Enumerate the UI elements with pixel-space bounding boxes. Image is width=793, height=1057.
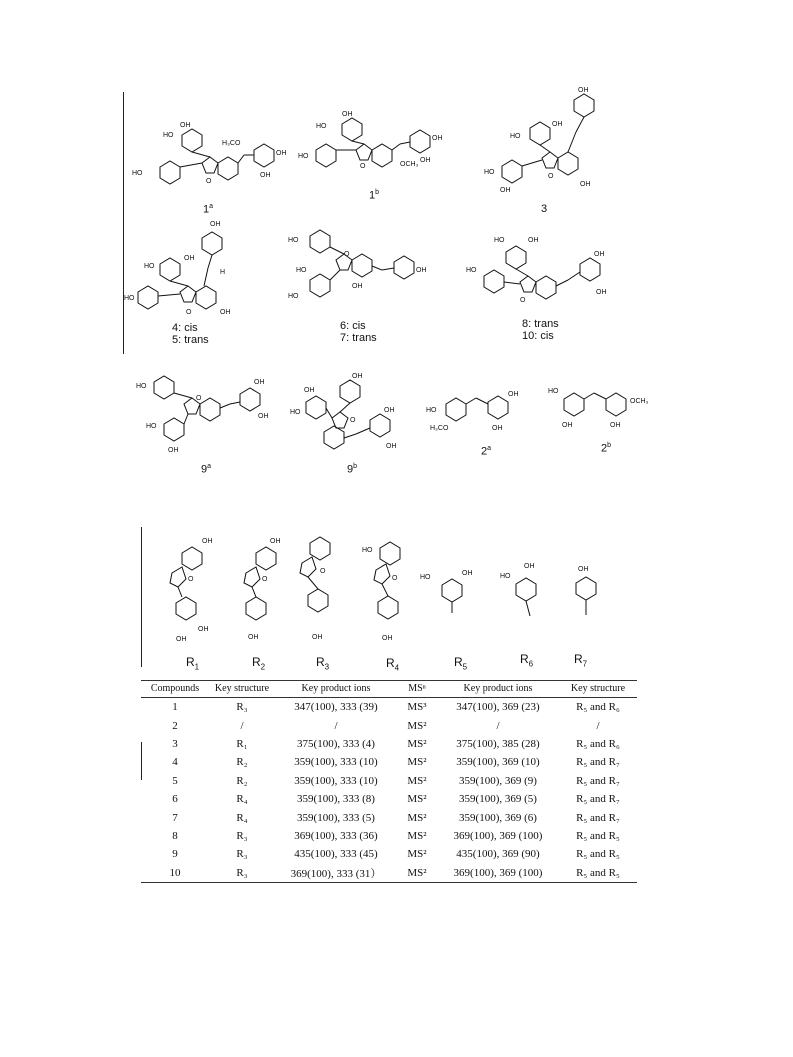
table-cell: / [596, 719, 600, 732]
table-row [141, 864, 637, 883]
compound-9a-oh-top: OH [254, 379, 265, 386]
compound-1b-oh-top: OH [342, 111, 353, 118]
compound-2b-drawing [548, 383, 688, 443]
table-cell: 10 [141, 864, 209, 883]
r5-ho: HO [420, 574, 431, 581]
r3-drawing [296, 533, 356, 653]
table-cell: R₅ and R₅ [559, 864, 637, 883]
compound-3-oh-right: OH [580, 181, 591, 188]
table-cell: 359(100), 333 (10) [294, 756, 378, 769]
compound-1b-ho-mid: HO [316, 123, 327, 130]
table-cell: 3 [172, 737, 178, 750]
structure-r3 [296, 533, 356, 658]
table-cell: R₅ and R₇ [576, 774, 620, 787]
compound-3-o: O [548, 173, 554, 180]
compound-9b-ho: HO [290, 409, 301, 416]
r-label-5: $R_5$ [454, 655, 468, 672]
compound-1a-oh-bottom: OH [260, 172, 271, 179]
table-cell: R₄ [236, 811, 248, 824]
label-compound-2b: 2$^b$ [600, 442, 612, 455]
table-cell: MS² [407, 737, 427, 750]
compound-6-7-oh-right: OH [416, 267, 427, 274]
r-label-7: $R_7$ [574, 652, 588, 669]
table-cell: 369(100), 369 (100) [437, 864, 559, 883]
r4-drawing [352, 538, 422, 653]
compound-6-7-ho-top: HO [288, 237, 299, 244]
table-row [141, 772, 637, 790]
compound-8-10-oh-right-bottom: OH [596, 289, 607, 296]
structure-compound-1a [130, 115, 290, 200]
label-compound-9a: 9$^a$ [200, 463, 212, 476]
compound-3-oh-bottom: OH [500, 187, 511, 194]
compound-9b-drawing [288, 374, 408, 458]
compound-8-10-drawing [466, 234, 626, 318]
structure-compound-9b [288, 374, 408, 463]
structure-compound-8-10 [466, 234, 626, 323]
compound-2b-ho: HO [548, 388, 559, 395]
table-cell: 435(100), 369 (90) [456, 848, 540, 861]
table-cell: R₂ [236, 756, 248, 769]
table-cell: R₅ and R₅ [576, 829, 620, 842]
structure-compound-6-7 [286, 228, 446, 323]
table-cell: 359(100), 369 (9) [459, 774, 537, 787]
structure-compound-4-5 [124, 216, 254, 325]
compound-1a-oh-right: OH [276, 150, 287, 157]
table-cell: R₄ [236, 793, 248, 806]
label-compound-1b: 1$^b$ [368, 189, 380, 202]
compound-3-drawing [480, 86, 630, 206]
r5-drawing [418, 565, 488, 635]
compound-2a-drawing [426, 388, 546, 448]
table-cell: MS² [397, 864, 437, 883]
table-cell: 7 [172, 811, 178, 824]
table-row [141, 790, 637, 808]
table-cell: 359(100), 333 (8) [297, 793, 375, 806]
compound-1b-oh-right: OH [432, 135, 443, 142]
structure-compound-9a [136, 372, 276, 467]
compound-8-10-oh-top: OH [528, 237, 539, 244]
table-left-rule [141, 527, 142, 667]
compound-4-5-h: H [220, 269, 226, 276]
structure-r2 [232, 533, 292, 658]
r6-oh: OH [524, 563, 535, 570]
compound-9b-oh-right-bottom: OH [386, 443, 397, 450]
table-cell: / [240, 719, 244, 732]
table-cell: 5 [172, 774, 178, 787]
table-cell: R₁ [236, 737, 248, 750]
label-compound-6-7: 6: cis 7: trans [340, 320, 377, 344]
compound-8-10-ho-top: HO [494, 237, 505, 244]
header-msn: MSⁿ [397, 681, 437, 698]
compound-9b-o: O [350, 417, 356, 424]
r2-o: O [262, 576, 268, 583]
table-cell: 359(100), 369 (10) [456, 756, 540, 769]
label-compound-1a: 1$^a$ [202, 203, 214, 216]
compound-4-5-ho: HO [124, 295, 135, 302]
compound-4-5-ho-mid: HO [144, 263, 155, 270]
compound-2b-oh-right: OH [610, 422, 621, 429]
r3-o: O [320, 568, 326, 575]
compound-1a-h3co: H₃CO [222, 140, 241, 147]
compound-9a-ho-top: HO [136, 383, 147, 390]
table-cell: MS² [407, 793, 427, 806]
compound-2a-ho: HO [426, 407, 437, 414]
header-compounds: Compounds [141, 681, 209, 698]
structure-compound-2b [548, 383, 688, 448]
table-row [141, 827, 637, 845]
table-cell: 375(100), 333 (4) [297, 737, 375, 750]
compound-6-7-drawing [286, 228, 446, 318]
compound-3-oh-mid: OH [552, 121, 563, 128]
compound-1b-och3: OCH₃ [400, 161, 419, 168]
compound-8-10-oh-right-top: OH [594, 251, 605, 258]
table-cell: 4 [172, 756, 178, 769]
compound-3-ho-mid: HO [510, 133, 521, 140]
compound-9a-drawing [136, 372, 276, 462]
r-label-4: $R_4$ [386, 656, 400, 673]
r6-drawing [494, 560, 564, 640]
table-row [141, 716, 637, 734]
table-cell: 369(100), 333 (31） [275, 864, 397, 883]
compound-2a-oh-bottom: OH [492, 425, 503, 432]
table-cell: 375(100), 385 (28) [456, 737, 540, 750]
compound-6-7-ho-mid: HO [296, 267, 307, 274]
structure-r5 [418, 565, 488, 640]
compound-9b-oh-top: OH [352, 373, 363, 380]
r-label-1: $R_1$ [186, 655, 200, 672]
compound-1a-o: O [206, 178, 212, 185]
header-key-product-ions-2: Key product ions [437, 681, 559, 698]
table-cell: MS² [407, 756, 427, 769]
compound-4-5-oh-mid: OH [184, 255, 195, 262]
structure-r7 [562, 563, 612, 648]
structure-compound-1b [298, 110, 458, 195]
r1-o: O [188, 576, 194, 583]
compound-2a-oh-top: OH [508, 391, 519, 398]
compound-6-7-ho-bottom: HO [288, 293, 299, 300]
table-row [141, 753, 637, 771]
header-key-structure-1: Key structure [209, 681, 275, 698]
label-compound-2a: 2$^a$ [480, 445, 492, 458]
table-cell: / [334, 719, 338, 732]
table-cell: R₅ and R₇ [576, 811, 620, 824]
r5-oh: OH [462, 570, 473, 577]
table-cell: 359(100), 333 (10) [294, 774, 378, 787]
table-cell: R₃ [236, 829, 248, 842]
table-row [141, 698, 637, 717]
r-label-2: $R_2$ [252, 655, 266, 672]
table-cell: 9 [172, 848, 178, 861]
compound-6-7-o: O [344, 251, 350, 258]
compound-1a-oh-top: OH [180, 122, 191, 129]
table-cell: 369(100), 369 (100) [453, 829, 543, 842]
compound-2a-h3co: H₃CO [430, 425, 449, 432]
structure-compound-3 [480, 86, 630, 211]
compound-1a-ho: HO [132, 170, 143, 177]
compound-6-7-oh-bottom: OH [352, 283, 363, 290]
compound-4-5-oh-bottom: OH [220, 309, 231, 316]
r1-oh-right: OH [198, 626, 209, 633]
compound-2b-och3: OCH₃ [630, 398, 649, 405]
compound-9a-o: O [196, 395, 202, 402]
table-row [141, 845, 637, 863]
table-cell: 347(100), 369 (23) [456, 701, 540, 714]
compound-4-5-oh-top: OH [210, 221, 221, 228]
label-compound-8-10: 8: trans 10: cis [522, 318, 559, 342]
compound-1a-ho-mid: HO [163, 132, 174, 139]
table-cell: MS² [407, 774, 427, 787]
r4-o: O [392, 575, 398, 582]
structure-r1 [156, 533, 226, 658]
r2-drawing [232, 533, 292, 653]
label-compound-9b: 9$^b$ [346, 463, 358, 476]
compound-1b-o: O [360, 163, 366, 170]
r-label-6: $R_6$ [520, 652, 534, 669]
table-cell: 435(100), 333 (45) [294, 848, 378, 861]
table-cell: 369(100), 333 (36) [294, 829, 378, 842]
compound-1b-oh-bottom: OH [420, 157, 431, 164]
r4-ho: HO [362, 547, 373, 554]
label-compound-4-5: 4: cis 5: trans [172, 322, 209, 346]
table-cell: MS² [407, 829, 427, 842]
table-cell: 347(100), 333 (39) [294, 701, 378, 714]
r6-ho: HO [500, 573, 511, 580]
compound-9b-oh-right-top: OH [384, 407, 395, 414]
table-cell: MS² [407, 719, 427, 732]
table-row [141, 808, 637, 826]
table-cell: R₅ and R₇ [576, 793, 620, 806]
table-cell: MS² [407, 848, 427, 861]
compound-9a-oh-right: OH [258, 413, 269, 420]
compound-4-5-o: O [186, 309, 192, 316]
r7-drawing [562, 563, 612, 643]
header-key-product-ions-1: Key product ions [275, 681, 397, 698]
label-compound-3: 3 [540, 203, 548, 215]
table-cell: 359(100), 369 (6) [459, 811, 537, 824]
r2-oh-bottom: OH [248, 634, 259, 641]
compound-4-5-drawing [124, 216, 254, 320]
table-cell: 8 [172, 829, 178, 842]
table-header-row [141, 681, 637, 698]
r1-oh-bottom: OH [176, 636, 187, 643]
table-cell: R₅ and R₇ [576, 756, 620, 769]
table-cell: 359(100), 333 (5) [297, 811, 375, 824]
table-cell: 1 [172, 701, 178, 714]
r4-oh-bottom: OH [382, 635, 393, 642]
compound-1b-ho: HO [298, 153, 309, 160]
compound-2b-oh-left: OH [562, 422, 573, 429]
table-cell: MS² [407, 811, 427, 824]
compound-9b-oh-left-top: OH [304, 387, 315, 394]
table-cell: R₅ and R₆ [576, 737, 620, 750]
structure-r4 [352, 538, 422, 658]
table-cell: R₃ [236, 848, 248, 861]
table-cell: 359(100), 369 (5) [459, 793, 537, 806]
compound-8-10-ho: HO [466, 267, 477, 274]
table-cell: R₅ and R₆ [576, 701, 620, 714]
ms-data-table [141, 680, 637, 883]
table-cell: R₂ [236, 774, 248, 787]
compound-9a-ho-mid: HO [146, 423, 157, 430]
compound-8-10-o: O [520, 297, 526, 304]
compound-1a-drawing [130, 115, 290, 195]
r-label-3: $R_3$ [316, 655, 330, 672]
table-cell: 6 [172, 793, 178, 806]
table-cell: R₃ [209, 864, 275, 883]
compound-1b-drawing [298, 110, 458, 190]
compound-3-ho: HO [484, 169, 495, 176]
r3-oh-bottom: OH [312, 634, 323, 641]
header-key-structure-2: Key structure [559, 681, 637, 698]
table-cell: MS³ [407, 701, 427, 714]
r7-oh: OH [578, 566, 589, 573]
table-row [141, 735, 637, 753]
compound-9a-oh-bottom: OH [168, 447, 179, 454]
table-cell: R₅ and R₅ [576, 848, 620, 861]
r1-drawing [156, 533, 226, 653]
r1-oh-top: OH [202, 538, 213, 545]
compound-3-oh-top: OH [578, 87, 589, 94]
table-cell: / [496, 719, 500, 732]
structure-r6 [494, 560, 564, 645]
table-cell: 2 [172, 719, 178, 732]
table-cell: R₃ [236, 701, 248, 714]
r2-oh-top: OH [270, 538, 281, 545]
